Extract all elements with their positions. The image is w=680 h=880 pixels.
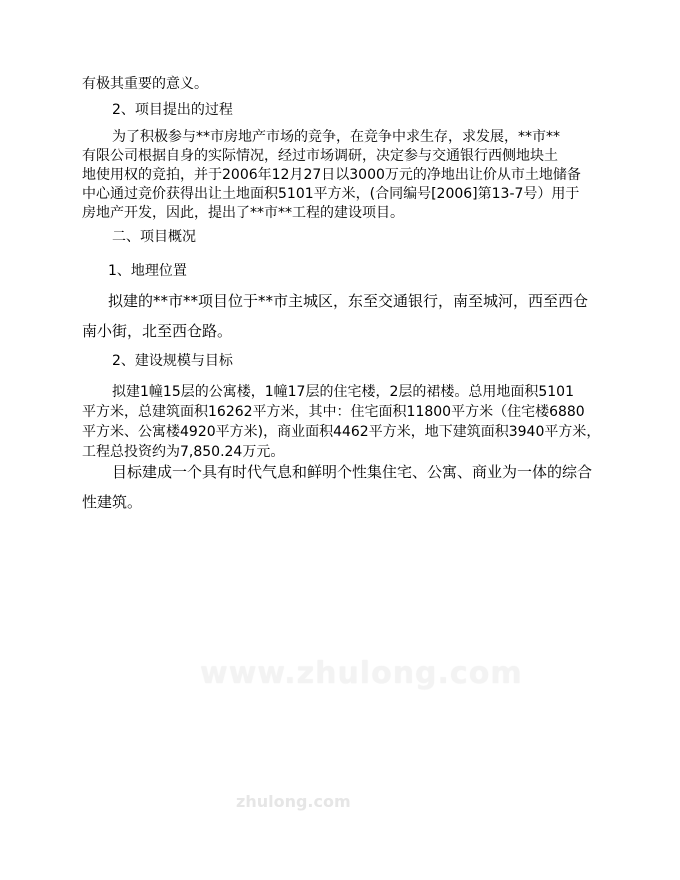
section-heading: 2、建设规模与目标 <box>112 353 233 369</box>
paragraph-line: 拟建1幢15层的公寓楼，1幢17层的住宅楼，2层的裙楼。总用地面积5101 <box>112 384 574 400</box>
paragraph-line: 南小街，北至西仓路。 <box>82 322 233 340</box>
watermark-small: zhulong.com <box>236 792 351 811</box>
paragraph-line: 有限公司根据自身的实际情况，经过市场调研，决定参与交通银行西侧地块土 <box>82 148 558 164</box>
paragraph-line: 中心通过竞价获得出让土地面积5101平方米，(合同编号[2006]第13-7号）用于 <box>82 186 580 202</box>
paragraph-line: 有极其重要的意义。 <box>82 76 208 92</box>
paragraph-line: 房地产开发，因此，提出了**市**工程的建设项目。 <box>82 205 404 221</box>
paragraph-line: 为了积极参与**市房地产市场的竞争，在竞争中求生存，求发展，**市** <box>112 129 560 145</box>
section-heading: 二、项目概况 <box>112 229 196 245</box>
paragraph-line: 目标建成一个具有时代气息和鲜明个性集住宅、公寓、商业为一体的综合 <box>112 463 593 481</box>
watermark-large: www.zhulong.com <box>200 656 523 691</box>
paragraph-line: 性建筑。 <box>82 493 143 511</box>
paragraph-line: 平方米，总建筑面积16262平方米，其中：住宅面积11800平方米（住宅楼6880 <box>82 404 585 420</box>
paragraph-line: 工程总投资约为7,850.24万元。 <box>82 444 285 460</box>
section-heading: 1、地理位置 <box>108 263 187 279</box>
paragraph-line: 拟建的**市**项目位于**市主城区，东至交通银行，南至城河，西至西仓 <box>108 292 589 310</box>
section-heading: 2、项目提出的过程 <box>112 102 233 118</box>
paragraph-line: 地使用权的竞拍，并于2006年12月27日以3000万元的净地出让价从市土地储备 <box>82 167 581 183</box>
paragraph-line: 平方米、公寓楼4920平方米)，商业面积4462平方米，地下建筑面积3940平方米， <box>82 424 601 440</box>
